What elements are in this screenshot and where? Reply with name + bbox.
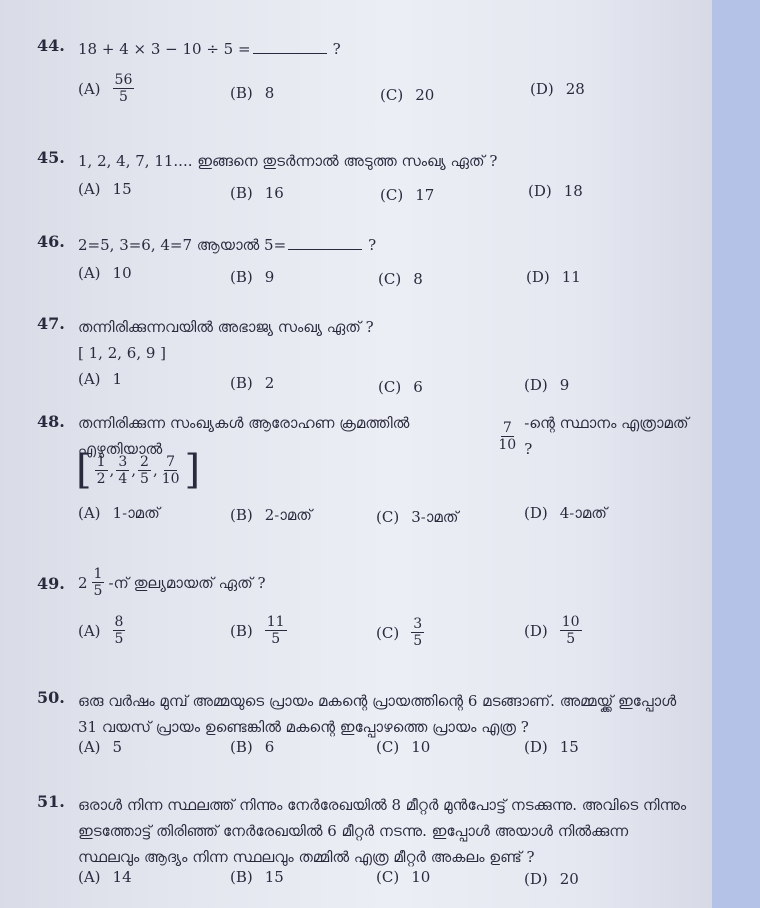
option-label: (B) <box>230 506 253 524</box>
answer-blank <box>253 41 327 54</box>
option-d[interactable] <box>524 376 569 394</box>
question-text: ഒരാൾ നിന്ന സ്ഥലത്ത് നിന്നും നേർരേഖയിൽ 8 മീറ്റർ മുൻപോട്ട് നടക്കുന്നു. അവിടെ നിന്നും ഇടത്തോട്ട് തിരിഞ്ഞ് നേർരേഖയിൽ 6 മീറ്റർ നടന്നു. ഇപ്പോൾ അയാൾ നിൽക്കുന്ന സ്ഥലവും ആദ്യം നിന്ന സ്ഥലവും തമ്മിൽ എത്ര മീറ്റർ അകലം ഉണ്ട് ? <box>78 796 687 866</box>
option-a[interactable] <box>78 370 122 388</box>
option-label: (A) <box>78 621 101 640</box>
options-48 <box>0 504 712 544</box>
option-label: (D) <box>526 268 550 286</box>
denominator: 10 <box>161 470 180 487</box>
option-value: 5 <box>112 738 123 756</box>
option-label: (A) <box>78 370 101 388</box>
option-value: 16 <box>264 184 284 202</box>
question-number: 46. <box>37 232 65 251</box>
option-value: 15 <box>264 868 284 886</box>
option-a[interactable] <box>78 868 132 886</box>
question-suffix: -ന്റെ സ്ഥാനം എത്രാമത് ? <box>524 414 689 458</box>
option-a[interactable] <box>78 504 160 522</box>
question-text: തന്നിരിക്കുന്നവയിൽ അഭാജ്യ സംഖ്യ ഏത് ? <box>78 318 374 336</box>
option-b[interactable] <box>230 268 274 286</box>
numerator: 10 <box>561 614 580 630</box>
option-d[interactable] <box>524 504 607 522</box>
option-label: (D) <box>530 80 554 98</box>
numerator: 3 <box>413 616 423 632</box>
fraction <box>95 454 108 487</box>
question-text <box>78 232 688 258</box>
numerator: 2 <box>140 453 149 470</box>
option-c[interactable] <box>378 270 423 288</box>
option-value: 10 <box>112 264 132 282</box>
option-c[interactable] <box>378 378 423 396</box>
option-c[interactable] <box>376 616 424 649</box>
option-label: (B) <box>230 738 253 756</box>
option-a[interactable] <box>78 264 132 282</box>
options-50 <box>0 738 712 778</box>
option-b[interactable] <box>230 738 274 756</box>
option-value: 6 <box>264 738 275 756</box>
options-45 <box>0 180 712 220</box>
option-value: 3-ാമത് <box>411 508 459 526</box>
option-label: (B) <box>230 268 253 286</box>
option-label: (C) <box>380 86 404 104</box>
option-d[interactable] <box>526 268 581 286</box>
denominator: 5 <box>271 631 281 647</box>
option-label: (C) <box>376 738 400 756</box>
number-set: [ 1, 2, 6, 9 ] <box>78 344 167 362</box>
denominator: 5 <box>114 631 124 647</box>
option-label: (D) <box>524 870 548 888</box>
option-d[interactable] <box>524 614 582 647</box>
option-label: (B) <box>230 868 253 886</box>
question-number: 47. <box>37 314 65 333</box>
option-b[interactable] <box>230 614 287 647</box>
option-label: (C) <box>380 186 404 204</box>
numerator: 8 <box>114 614 124 630</box>
right-bracket: ] <box>184 447 201 493</box>
option-label: (D) <box>524 738 548 756</box>
question-text: ഒരു വർഷം മുമ്പ് അമ്മയുടെ പ്രായം മകന്റെ പ്രായത്തിന്റെ 6 മടങ്ങാണ്. അമ്മയ്ക്ക് ഇപ്പോൾ 31 വയസ് പ്രായം ഉണ്ടെങ്കിൽ മകന്റെ ഇപ്പോഴത്തെ പ്രായം എത്ര ? <box>78 692 677 736</box>
question-number: 49. <box>37 574 65 593</box>
whole-number: 2 <box>78 573 88 592</box>
numerator: 7 <box>166 453 176 470</box>
options-44 <box>0 72 712 112</box>
fraction-list <box>92 454 185 487</box>
option-c[interactable] <box>376 868 430 886</box>
question-text <box>78 566 688 599</box>
question-number: 45. <box>37 148 65 167</box>
left-bracket: [ <box>76 447 92 493</box>
options-47 <box>0 370 712 410</box>
question-number: 44. <box>37 36 65 55</box>
question-suffix: ? <box>368 236 377 254</box>
numerator: 1 <box>96 453 106 470</box>
option-label: (C) <box>376 508 400 526</box>
option-value: 8 <box>413 270 423 288</box>
option-value: 10 <box>411 738 431 756</box>
option-value: 11 <box>561 268 581 286</box>
answer-blank <box>288 237 362 250</box>
option-value: 9 <box>264 268 275 286</box>
option-label: (C) <box>378 378 402 396</box>
question-suffix: -ന് തുല്യമായത് ഏത് ? <box>108 573 266 592</box>
numerator: 7 <box>502 419 512 436</box>
question-prefix: 2=5, 3=6, 4=7 ആയാൽ 5= <box>78 236 287 254</box>
option-value: 28 <box>565 80 585 98</box>
option-value: 9 <box>559 376 570 394</box>
option-b[interactable] <box>230 184 284 202</box>
option-d[interactable] <box>530 80 585 98</box>
option-b[interactable] <box>230 374 274 392</box>
option-label: (B) <box>230 184 253 202</box>
option-c[interactable] <box>376 508 458 526</box>
option-value: 2-ാമത് <box>264 506 312 524</box>
numerator: 3 <box>118 453 128 470</box>
option-label: (C) <box>378 270 402 288</box>
denominator: 5 <box>140 470 149 487</box>
question-number: 50. <box>37 688 65 707</box>
option-label: (A) <box>78 79 101 98</box>
option-label: (A) <box>78 180 101 198</box>
fraction <box>411 616 424 649</box>
option-a[interactable] <box>78 614 125 647</box>
fraction <box>560 614 582 647</box>
option-value: 20 <box>559 870 579 888</box>
option-label: (D) <box>524 621 548 640</box>
option-a[interactable] <box>78 738 122 756</box>
denominator: 4 <box>118 470 128 487</box>
denominator: 5 <box>119 89 128 105</box>
fraction <box>92 566 105 599</box>
option-value: 1-ാമത് <box>112 504 160 522</box>
option-label: (A) <box>78 504 101 522</box>
option-d[interactable] <box>528 182 583 200</box>
numerator: 1 <box>93 566 103 582</box>
option-value: 4-ാമത് <box>559 504 607 522</box>
fraction <box>265 614 287 647</box>
question-number: 51. <box>37 792 65 811</box>
denominator: 10 <box>498 436 517 453</box>
fraction <box>138 454 151 487</box>
fraction <box>496 420 518 453</box>
fraction <box>160 454 182 487</box>
option-label: (B) <box>230 621 253 640</box>
option-value: 6 <box>413 378 423 396</box>
option-label: (A) <box>78 868 101 886</box>
denominator: 5 <box>566 631 576 647</box>
question-text: 1, 2, 4, 7, 11.... ഇങ്ങനെ തുടർന്നാൽ അടുത്ത സംഖ്യ ഏത് ? <box>78 152 498 170</box>
option-b[interactable] <box>230 868 284 886</box>
question-prefix: തന്നിരിക്കുന്ന സംഖ്യകൾ ആരോഹണ ക്രമത്തിൽ എഴുതിയാൽ <box>78 414 410 458</box>
options-49 <box>0 614 712 654</box>
option-label: (A) <box>78 264 101 282</box>
question-prefix: 18 + 4 × 3 − 10 ÷ 5 = <box>78 40 251 58</box>
option-a[interactable] <box>78 72 134 105</box>
question-suffix: ? <box>332 40 341 58</box>
option-c[interactable] <box>380 86 434 104</box>
option-b[interactable] <box>230 84 274 102</box>
option-c[interactable] <box>376 738 430 756</box>
denominator: 5 <box>413 633 423 649</box>
option-c[interactable] <box>380 186 434 204</box>
option-value: 20 <box>415 86 435 104</box>
question-text <box>78 36 688 62</box>
option-label: (C) <box>376 623 400 642</box>
option-value: 17 <box>415 186 435 204</box>
denominator: 2 <box>96 470 106 487</box>
option-value: 2 <box>264 374 275 392</box>
option-label: (D) <box>528 182 552 200</box>
option-value: 14 <box>112 868 132 886</box>
options-51 <box>0 868 712 908</box>
option-label: (A) <box>78 738 101 756</box>
denominator: 5 <box>93 583 103 599</box>
option-d[interactable] <box>524 870 579 888</box>
option-label: (C) <box>376 868 400 886</box>
option-label: (B) <box>230 84 253 102</box>
option-value: 8 <box>264 84 275 102</box>
option-a[interactable] <box>78 180 132 198</box>
fraction <box>113 614 126 647</box>
options-46 <box>0 264 712 304</box>
separator: , <box>152 461 158 479</box>
option-d[interactable] <box>524 738 579 756</box>
option-label: (D) <box>524 504 548 522</box>
numerator: 56 <box>114 72 133 88</box>
fraction <box>113 72 135 105</box>
option-value: 15 <box>112 180 132 198</box>
option-value: 1 <box>112 370 123 388</box>
option-value: 18 <box>563 182 583 200</box>
numerator: 11 <box>266 614 285 630</box>
fraction <box>116 454 129 487</box>
option-value: 15 <box>559 738 579 756</box>
fraction-set <box>76 447 201 493</box>
option-label: (D) <box>524 376 548 394</box>
option-value: 10 <box>411 868 431 886</box>
option-label: (B) <box>230 374 253 392</box>
separator: , <box>131 461 137 479</box>
option-b[interactable] <box>230 506 312 524</box>
separator: , <box>109 461 115 479</box>
question-number: 48. <box>37 412 65 431</box>
